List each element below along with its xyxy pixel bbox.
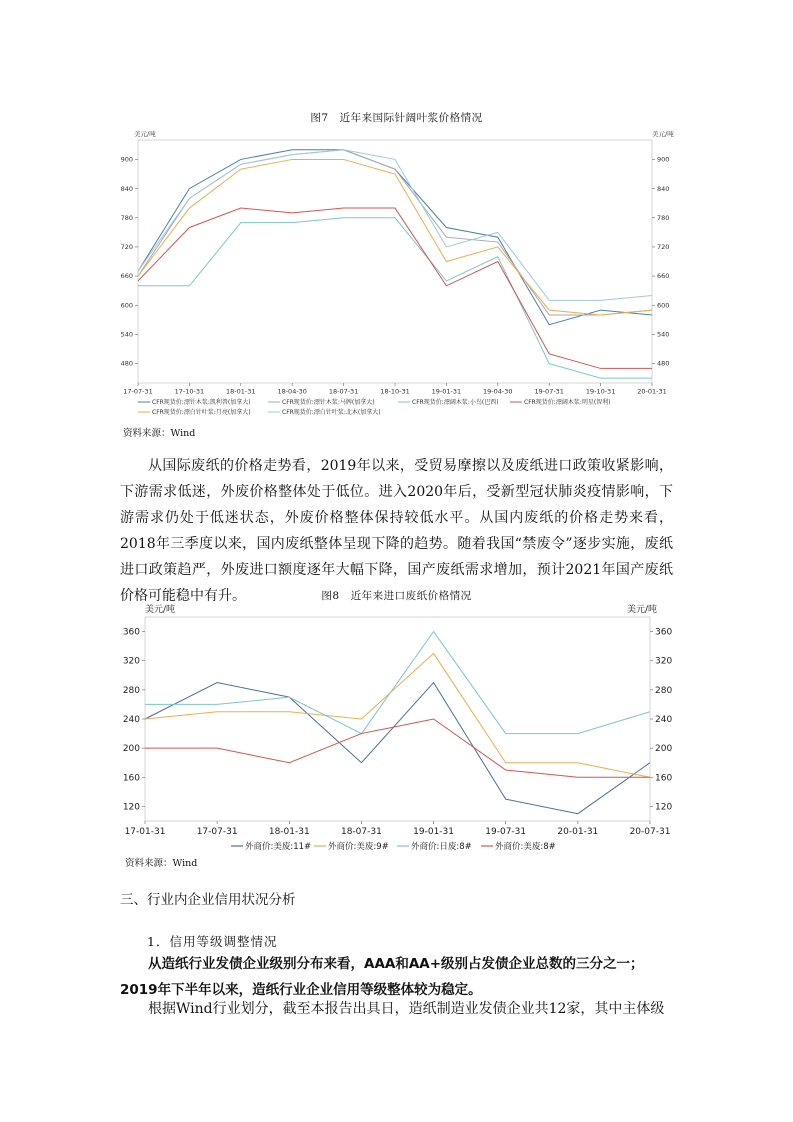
body-paragraph-2: 根据Wind行业划分，截至本报告出具日，造纸制造业发债企业共12家，其中主体级 — [148, 1001, 665, 1017]
y-tick-label-right: 840 — [657, 184, 670, 193]
y-tick-label-right: 280 — [655, 685, 673, 696]
legend-label: CFR现货价:漂针木浆:马牌(加拿大) — [282, 399, 375, 406]
y-tick-label-left: 360 — [122, 627, 140, 638]
subsection-heading: 1．信用等级调整情况 — [147, 934, 278, 949]
legend-label: CFR现货价:漂阔木浆:明星(智利) — [524, 399, 611, 406]
x-tick-label: 20-01-31 — [637, 387, 667, 396]
legend-label: 外商价:美废:8# — [495, 842, 556, 852]
x-tick-label: 18-01-31 — [268, 827, 310, 837]
y-tick-label-left: 540 — [120, 330, 133, 339]
legend-label: CFR现货价:漂白针叶浆:月亮(加拿大) — [152, 409, 251, 416]
x-tick-label: 18-01-31 — [226, 387, 256, 396]
y-tick-label-left: 600 — [120, 301, 133, 310]
series-line — [145, 632, 650, 734]
legend-label: 外商价:美废:11# — [245, 842, 312, 852]
y-tick-label-right: 160 — [655, 773, 673, 784]
x-tick-label: 17-01-31 — [124, 827, 166, 837]
figure8-title: 图8 近年来进口废纸价格情况 — [321, 590, 472, 602]
figure8-chart — [115, 603, 673, 853]
y-tick-label-left: 900 — [120, 155, 133, 164]
x-tick-label: 20-07-31 — [629, 827, 671, 837]
y-tick-label-right: 360 — [655, 627, 673, 638]
y-tick-label-left: 480 — [120, 359, 133, 368]
legend-label: CFR现货价:漂针木浆:凯利普(加拿大) — [152, 399, 251, 406]
series-line — [138, 218, 652, 378]
legend-label: 外商价:日废:8# — [411, 842, 472, 852]
series-line — [138, 208, 652, 368]
y-tick-label-left: 280 — [122, 685, 140, 696]
y-tick-label-left: 720 — [120, 243, 133, 252]
series-line — [145, 719, 650, 777]
x-tick-label: 18-04-30 — [277, 387, 307, 396]
x-tick-label: 19-10-31 — [585, 387, 616, 396]
legend-label: CFR现货价:漂阔木浆:小鸟(巴西) — [412, 399, 499, 406]
section-heading: 三、行业内企业信用状况分析 — [120, 892, 296, 908]
y-tick-label-right: 200 — [655, 744, 673, 755]
y-tick-label-right: 600 — [657, 301, 670, 310]
series-line — [145, 683, 650, 814]
y-tick-label-right: 320 — [655, 656, 673, 667]
unit-label-right: 美元/吨 — [627, 605, 658, 615]
series-line — [138, 150, 652, 325]
y-tick-label-right: 660 — [657, 272, 670, 281]
plot-frame — [145, 617, 650, 821]
series-line — [145, 653, 650, 777]
unit-label-right: 美元/吨 — [652, 130, 674, 138]
x-tick-label: 18-07-31 — [328, 387, 359, 396]
y-tick-label-right: 480 — [657, 359, 670, 368]
y-tick-label-right: 720 — [657, 243, 670, 252]
y-tick-label-left: 240 — [122, 715, 140, 725]
figure7-chart — [120, 128, 674, 420]
x-tick-label: 17-07-31 — [123, 387, 153, 396]
figure7-source: 资料来源：Wind — [123, 428, 196, 439]
legend-label: CFR现货价:漂白针叶浆:北木(加拿大) — [282, 409, 381, 416]
unit-label-left: 美元/吨 — [134, 130, 156, 138]
y-tick-label-right: 120 — [655, 802, 673, 813]
plot-frame — [138, 140, 652, 383]
figure8-source: 资料来源：Wind — [125, 858, 198, 869]
x-tick-label: 19-07-31 — [534, 387, 564, 396]
unit-label-left: 美元/吨 — [145, 605, 176, 615]
x-tick-label: 19-04-30 — [483, 387, 513, 396]
x-tick-label: 18-10-31 — [380, 387, 410, 396]
x-tick-label: 19-01-31 — [413, 827, 455, 837]
y-tick-label-right: 900 — [657, 155, 670, 164]
legend-label: 外商价:美废:9# — [328, 842, 389, 852]
x-tick-label: 20-01-31 — [557, 827, 599, 837]
x-tick-label: 19-07-31 — [485, 827, 527, 837]
x-tick-label: 18-07-31 — [340, 827, 382, 837]
y-tick-label-left: 780 — [120, 213, 133, 222]
body-paragraph-1: 从国际废纸的价格走势看，2019年以来，受贸易摩擦以及废纸进口政策收紧影响，下游需求低迷，外废价格整体处于低位。进入2020年后，受新型冠状肺炎疫情影响，下游需求仍处于低迷状态，外废价格整体保持较低水平。从国内废纸的价格走势来看，2018年三季度以来，国内废纸整体呈现下降的趋势。随着我国“禁废令”逐步实施，废纸进口政策趋严，外废进口额度逐年大幅下降，国产废纸需求增加，预计2021年国产废纸价格可能稳中有升。 — [120, 458, 673, 604]
y-tick-label-left: 200 — [122, 744, 140, 755]
figure7-title: 图7 近年来国际针阔叶浆价格情况 — [310, 112, 483, 124]
series-line — [138, 150, 652, 301]
y-tick-label-left: 320 — [122, 656, 140, 667]
y-tick-label-left: 660 — [120, 272, 133, 281]
series-line — [138, 159, 652, 315]
x-tick-label: 17-10-31 — [174, 387, 205, 396]
y-tick-label-right: 540 — [657, 330, 670, 339]
y-tick-label-left: 840 — [120, 184, 133, 193]
x-tick-label: 17-07-31 — [196, 827, 238, 837]
y-tick-label-left: 160 — [122, 773, 140, 784]
x-tick-label: 19-01-31 — [431, 387, 462, 396]
y-tick-label-right: 240 — [655, 715, 673, 725]
bold-summary-paragraph: 从造纸行业发债企业级别分布来看，AAA和AA+级别占发债企业总数的三分之一；2019年下半年以来，造纸行业企业信用等级整体较为稳定。 — [120, 956, 644, 998]
y-tick-label-right: 780 — [657, 213, 670, 222]
y-tick-label-left: 120 — [122, 802, 140, 813]
